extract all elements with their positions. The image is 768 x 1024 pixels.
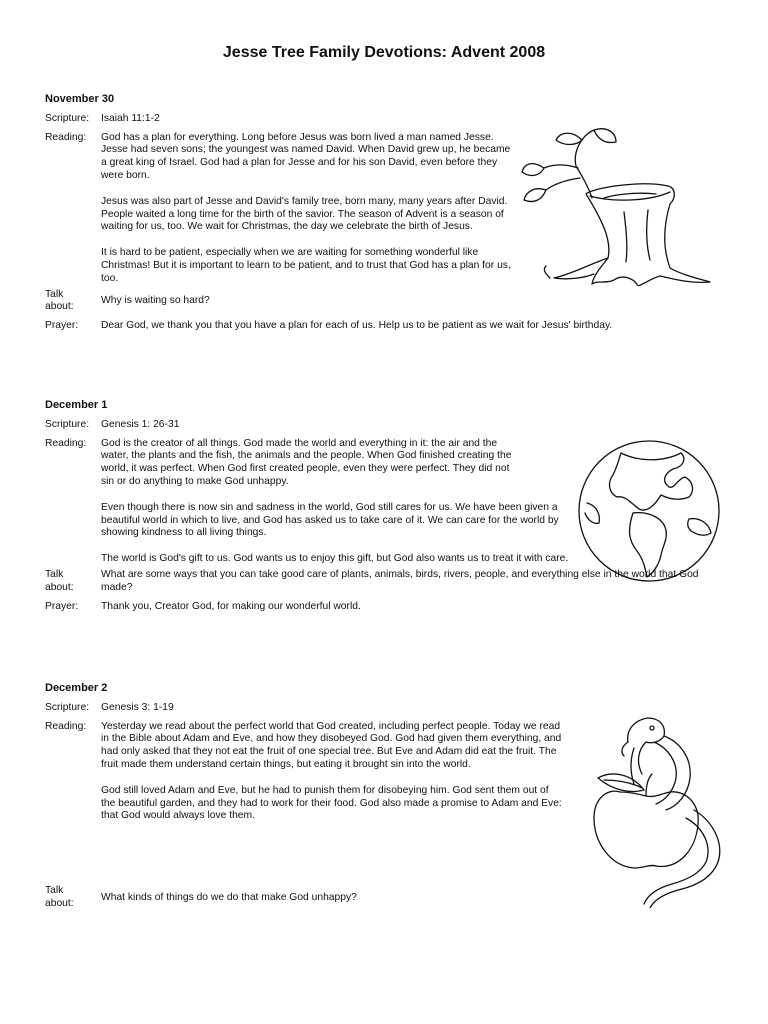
- reading-label: Reading:: [45, 437, 87, 449]
- prayer-label: Prayer:: [45, 320, 79, 332]
- entry-date: November 30: [45, 93, 115, 105]
- scripture-ref: Genesis 3: 1-19: [101, 701, 174, 713]
- reading-label: Reading:: [45, 720, 87, 732]
- talk-label: Talk about:: [45, 568, 74, 593]
- snake-apple-icon: [568, 712, 728, 908]
- talk-label: Talk about:: [45, 885, 74, 909]
- scripture-ref: Isaiah 11:1-2: [101, 112, 160, 124]
- talk-row: [45, 289, 725, 315]
- scripture-ref: Genesis 1: 26-31: [101, 418, 180, 430]
- scripture-label: Scripture:: [45, 701, 90, 713]
- talk-question: What kinds of things do we do that make God unhappy?: [101, 891, 357, 903]
- scripture-row: [45, 113, 725, 126]
- reading-paragraph: God still loved Adam and Eve, but he had to punish them for disobeying him. God sent them out of the beautiful garden, and they had to work for their food. God also made a promise to Adam and Eve: that God would always love them.: [101, 784, 562, 822]
- page-title: Jesse Tree Family Devotions: Advent 2008: [222, 44, 546, 61]
- scripture-label: Scripture:: [45, 112, 90, 124]
- entry-date: December 2: [45, 682, 108, 694]
- reading-paragraph: The world is God's gift to us. God wants us to enjoy this gift, but God also wants us to treat it with care.: [101, 553, 569, 565]
- talk-label: Talk about:: [45, 288, 74, 313]
- prayer-row: [45, 601, 725, 614]
- reading-paragraph: Yesterday we read about the perfect world that God created, including perfect people. Today we read in the Bible about Adam and Eve, and how they disobeyed God. God had given them everything, and had only asked that they not eat the fruit of one special tree. But Eve and Adam did eat the fruit. The fruit made them understand certain things, but eating it brought sin into the world.: [101, 720, 562, 770]
- reading-paragraph: Even though there is now sin and sadness in the world, God still cares for us. We have been given a beautiful world in which to live, and God has asked us to take care of it. We can care for the world by showing kindness to all living things.: [101, 501, 559, 539]
- entry-date: December 1: [45, 399, 108, 411]
- globe-icon: [577, 439, 721, 583]
- reading-paragraph: God is the creator of all things. God made the world and everything in it: the air and the water, the plants and the fish, the animals and the people. When God finished creating the world, it was perfect. When God first created people, even they were perfect. They did not sin or do anything to make God unhappy.: [101, 437, 512, 487]
- scripture-row: [45, 419, 725, 432]
- reading-paragraph: Jesus was also part of Jesse and David's family tree, born many, many years after David. People waited a long time for the birth of the savior. The season of Advent is a season of waiting for us, too. We wait for Christmas, the day we celebrate the birth of Jesus.: [101, 195, 508, 233]
- scripture-label: Scripture:: [45, 418, 90, 430]
- prayer-label: Prayer:: [45, 600, 79, 612]
- tree-stump-sprout-icon: [520, 128, 716, 286]
- prayer-text: Dear God, we thank you that you have a plan for each of us. Help us to be patient as we wait for Jesus' birthday.: [101, 320, 613, 332]
- reading-paragraph: God has a plan for everything. Long before Jesus was born lived a man named Jesse. Jesse had seven sons; the youngest was named David. When David grew up, he became a great king of Israel. God had a plan for Jesse and for his son David, even before they were born.: [101, 131, 511, 181]
- reading-label: Reading:: [45, 131, 87, 143]
- prayer-row: [45, 320, 725, 333]
- talk-question: Why is waiting so hard?: [101, 294, 210, 306]
- prayer-text: Thank you, Creator God, for making our wonderful world.: [101, 600, 361, 612]
- reading-paragraph: It is hard to be patient, especially when we are waiting for something wonderful like Christmas! But it is important to learn to be patient, and to trust that God has a plan for us, too.: [101, 247, 511, 284]
- talk-question: What are some ways that you can take good care of plants, animals, birds, rivers, people, and everything else in the world that God made?: [101, 568, 699, 593]
